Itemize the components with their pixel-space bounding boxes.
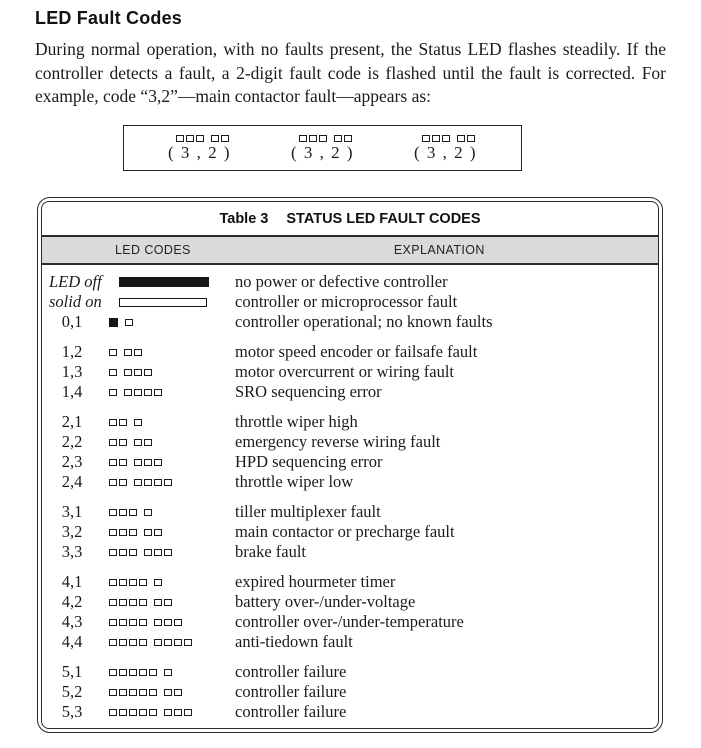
led-flash-square-icon: [442, 135, 450, 142]
led-flash-group: [109, 709, 159, 716]
led-flash-square-icon: [109, 689, 117, 696]
led-flash-group: [109, 619, 149, 626]
led-flash-square-icon: [129, 639, 137, 646]
led-pattern: [102, 318, 235, 327]
fault-explanation: motor overcurrent or wiring fault: [235, 362, 455, 381]
led-flash-group: [109, 599, 149, 606]
flash-example-group: [291, 135, 354, 163]
led-pattern: [102, 619, 235, 626]
led-flash-square-icon: [144, 369, 152, 376]
led-flash-square-icon: [124, 369, 132, 376]
led-pattern: [102, 459, 235, 466]
led-flash-square-icon: [119, 479, 127, 486]
fault-group: [42, 662, 658, 722]
led-flash-group: [154, 639, 194, 646]
led-flash-square-icon: [309, 135, 317, 142]
led-flash-square-icon: [154, 639, 162, 646]
fault-codes-table-inner: [41, 201, 659, 729]
led-flash-group: [164, 689, 184, 696]
led-flash-square-icon: [119, 579, 127, 586]
fault-explanation: anti-tiedown fault: [235, 632, 353, 651]
fault-code: 5,1: [61, 662, 83, 681]
led-flash-square-icon: [221, 135, 229, 142]
led-flash-group: [109, 669, 159, 676]
led-flash-group: [109, 419, 129, 426]
fault-explanation: battery over-/under-voltage: [235, 592, 416, 611]
fault-code: 5,3: [61, 702, 83, 721]
led-pattern: [102, 349, 235, 356]
led-flash-square-icon: [134, 369, 142, 376]
led-flash-group: [109, 479, 129, 486]
led-flash-square-icon: [139, 599, 147, 606]
led-flash-group: [109, 369, 119, 376]
led-flash-square-icon: [139, 709, 147, 716]
led-flash-group: [109, 549, 139, 556]
table-row: [42, 452, 658, 472]
led-flash-group: [334, 135, 354, 142]
led-flash-square-icon: [134, 419, 142, 426]
led-flash-group: [109, 639, 149, 646]
flash-example-box: [123, 125, 522, 171]
fault-code: 4,3: [61, 612, 83, 631]
led-flash-square-icon: [211, 135, 219, 142]
led-pattern: [102, 549, 235, 556]
table-row: [42, 612, 658, 632]
led-pattern: [102, 639, 235, 646]
led-flash-square-icon: [134, 479, 142, 486]
led-flash-square-icon: [154, 459, 162, 466]
led-flash-group: [109, 529, 139, 536]
fault-code: 3,2: [61, 522, 83, 541]
led-pattern: [102, 298, 235, 307]
led-flash-square-icon: [174, 639, 182, 646]
led-flash-square-icon: [109, 709, 117, 716]
led-flash-square-icon: [109, 619, 117, 626]
led-flash-group: [457, 135, 477, 142]
table-row: [42, 522, 658, 542]
led-flash-square-icon: [144, 439, 152, 446]
table-column-header: [42, 235, 658, 265]
led-flash-square-icon: [299, 135, 307, 142]
led-flash-group: [211, 135, 231, 142]
led-flash-group: [134, 459, 164, 466]
led-flash-square-icon: [119, 709, 127, 716]
led-flash-square-icon: [334, 135, 342, 142]
led-flash-group: [154, 579, 164, 586]
led-flash-square-icon: [154, 579, 162, 586]
led-flash-square-icon: [124, 349, 132, 356]
led-flash-square-icon: [119, 619, 127, 626]
table-number: Table 3: [219, 210, 269, 227]
led-pattern: [102, 509, 235, 516]
led-flash-square-icon: [119, 459, 127, 466]
led-flash-group: [134, 479, 174, 486]
fault-code: 5,2: [61, 682, 83, 701]
led-flash-square-icon: [144, 549, 152, 556]
led-flash-group: [164, 669, 174, 676]
led-flash-square-icon: [149, 709, 157, 716]
fault-group: [42, 412, 658, 492]
led-flash-group: [299, 135, 329, 142]
led-flash-square-icon: [109, 479, 117, 486]
table-title-text: STATUS LED FAULT CODES: [286, 210, 481, 227]
led-pattern: [102, 579, 235, 586]
fault-explanation: controller failure: [235, 682, 347, 701]
led-pattern: [102, 439, 235, 446]
table-row: [42, 292, 658, 312]
fault-code: 4,2: [61, 592, 83, 611]
led-flash-group: [124, 349, 144, 356]
led-flash-pattern: [422, 135, 477, 142]
led-flash-square-icon: [164, 709, 172, 716]
led-flash-square-icon: [129, 619, 137, 626]
fault-explanation: emergency reverse wiring fault: [235, 432, 441, 451]
fault-explanation: tiller multiplexer fault: [235, 502, 381, 521]
led-flash-square-icon: [344, 135, 352, 142]
led-flash-square-icon: [144, 459, 152, 466]
flash-code-caption: ( 3 , 2 ): [290, 143, 355, 162]
led-flash-square-icon: [129, 509, 137, 516]
led-flash-group: [154, 619, 184, 626]
led-flash-square-icon: [186, 135, 194, 142]
fault-code: 4,1: [61, 572, 83, 591]
led-flash-group: [109, 459, 129, 466]
led-flash-square-icon: [164, 549, 172, 556]
table-row: [42, 272, 658, 292]
fault-explanation: throttle wiper low: [235, 472, 354, 491]
led-flash-square-icon: [164, 669, 172, 676]
led-flash-square-icon: [176, 135, 184, 142]
led-pattern: [102, 529, 235, 536]
led-flash-group: [124, 389, 164, 396]
led-pattern: [102, 669, 235, 676]
led-flash-square-icon: [129, 529, 137, 536]
flash-code-caption: ( 3 , 2 ): [413, 143, 478, 162]
led-flash-square-icon: [144, 509, 152, 516]
table-row: [42, 312, 658, 332]
led-flash-square-icon: [119, 669, 127, 676]
led-flash-square-icon: [184, 639, 192, 646]
table-row: [42, 592, 658, 612]
led-flash-square-icon: [174, 709, 182, 716]
led-flash-square-icon: [144, 389, 152, 396]
led-flash-square-icon: [109, 389, 117, 396]
led-flash-square-icon: [129, 669, 137, 676]
table-row: [42, 472, 658, 492]
led-flash-pattern: [176, 135, 231, 142]
fault-explanation: controller or microprocessor fault: [235, 292, 458, 311]
led-flash-square-icon: [154, 479, 162, 486]
fault-code: 3,3: [61, 542, 83, 561]
led-flash-group: [176, 135, 206, 142]
table-row: [42, 632, 658, 652]
fault-explanation: HPD sequencing error: [235, 452, 383, 471]
led-flash-square-icon: [457, 135, 465, 142]
table-row: [42, 662, 658, 682]
led-flash-square-icon: [109, 439, 117, 446]
fault-explanation: controller operational; no known faults: [235, 312, 493, 331]
led-flash-square-icon: [119, 529, 127, 536]
led-pattern: [102, 599, 235, 606]
led-flash-square-icon: [422, 135, 430, 142]
led-flash-square-icon: [119, 599, 127, 606]
led-flash-square-icon: [154, 619, 162, 626]
table-row: [42, 432, 658, 452]
table-row: [42, 682, 658, 702]
led-flash-square-icon: [119, 689, 127, 696]
led-flash-group: [125, 319, 135, 326]
flash-example-group: [414, 135, 477, 163]
fault-code: 2,4: [61, 472, 83, 491]
led-flash-group: [109, 689, 159, 696]
led-flash-square-icon: [109, 459, 117, 466]
led-flash-square-icon: [139, 689, 147, 696]
fault-code: 0,1: [61, 312, 83, 331]
led-flash-square-icon: [174, 619, 182, 626]
led-flash-group: [164, 709, 194, 716]
led-flash-square-icon: [109, 669, 117, 676]
led-flash-square-icon: [109, 419, 117, 426]
led-flash-square-icon: [129, 549, 137, 556]
led-pattern: [102, 479, 235, 486]
led-flash-square-icon: [164, 599, 172, 606]
fault-code: 3,1: [61, 502, 83, 521]
table-row: [42, 572, 658, 592]
led-flash-group: [109, 318, 120, 327]
led-flash-square-icon: [149, 689, 157, 696]
led-flash-group: [134, 439, 154, 446]
led-flash-square-icon: [154, 529, 162, 536]
led-flash-square-icon: [109, 509, 117, 516]
flash-example-group: [168, 135, 231, 163]
fault-explanation: throttle wiper high: [235, 412, 358, 431]
table-row: [42, 702, 658, 722]
table-title: [42, 202, 658, 235]
led-flash-square-icon: [139, 639, 147, 646]
led-flash-group: [109, 509, 139, 516]
flash-code-caption: ( 3 , 2 ): [167, 143, 232, 162]
led-pattern: [102, 419, 235, 426]
led-flash-square-icon: [134, 389, 142, 396]
led-flash-square-icon: [134, 439, 142, 446]
led-flash-square-icon: [129, 689, 137, 696]
table-row: [42, 362, 658, 382]
led-flash-square-icon: [119, 419, 127, 426]
led-flash-group: [124, 369, 154, 376]
fault-explanation: controller failure: [235, 702, 347, 721]
led-flash-square-icon: [154, 389, 162, 396]
led-flash-square-icon: [154, 549, 162, 556]
led-flash-square-icon: [124, 389, 132, 396]
led-flash-pattern: [299, 135, 354, 142]
fault-code: 2,3: [61, 452, 83, 471]
led-flash-square-icon: [119, 549, 127, 556]
fault-group: [42, 272, 658, 332]
fault-explanation: motor speed encoder or failsafe fault: [235, 342, 478, 361]
fault-explanation: expired hourmeter timer: [235, 572, 396, 591]
fault-codes-table: [37, 197, 663, 733]
led-flash-square-icon: [129, 599, 137, 606]
led-flash-group: [109, 579, 149, 586]
led-flash-square-icon: [467, 135, 475, 142]
led-flash-square-icon: [432, 135, 440, 142]
column-explanation: EXPLANATION: [393, 243, 485, 257]
led-flash-square-icon: [164, 479, 172, 486]
led-flash-square-icon: [139, 579, 147, 586]
table-row: [42, 542, 658, 562]
intro-paragraph: During normal operation, with no faults present, the Status LED flashes steadily. If the controller detects a fault, a 2-digit fault code is flashed until the fault is corrected. For example, code “3,2”—main contactor fault—appears as:: [35, 39, 666, 106]
led-pattern: [102, 277, 235, 287]
led-flash-square-icon: [144, 479, 152, 486]
led-flash-square-icon: [134, 459, 142, 466]
led-flash-square-icon: [184, 709, 192, 716]
led-flash-square-icon: [139, 669, 147, 676]
led-flash-group: [134, 419, 144, 426]
fault-group: [42, 342, 658, 402]
led-flash-group: [109, 349, 119, 356]
fault-code: 2,2: [61, 432, 83, 451]
led-flash-square-icon: [164, 619, 172, 626]
led-flash-square-icon: [149, 669, 157, 676]
fault-explanation: SRO sequencing error: [235, 382, 382, 401]
led-flash-square-icon: [134, 349, 142, 356]
led-pattern: [102, 369, 235, 376]
fault-explanation: controller failure: [235, 662, 347, 681]
fault-code: 1,2: [61, 342, 83, 361]
led-flash-square-icon: [109, 349, 117, 356]
led-flash-group: [109, 439, 129, 446]
led-flash-square-icon: [196, 135, 204, 142]
led-flash-square-icon: [119, 639, 127, 646]
led-flash-group: [144, 509, 154, 516]
led-pattern: [102, 689, 235, 696]
led-flash-group: [422, 135, 452, 142]
table-row: [42, 342, 658, 362]
fault-explanation: controller over-/under-temperature: [235, 612, 464, 631]
fault-group: [42, 502, 658, 562]
led-flash-group: [109, 389, 119, 396]
led-flash-square-icon: [109, 639, 117, 646]
page-title: LED Fault Codes: [35, 8, 183, 28]
led-pattern: [102, 389, 235, 396]
led-flash-square-icon: [109, 599, 117, 606]
led-off-bar-icon: [119, 277, 209, 287]
led-flash-square-icon: [109, 579, 117, 586]
fault-code: 1,4: [61, 382, 83, 401]
led-flash-square-icon: [164, 639, 172, 646]
table-row: [42, 502, 658, 522]
led-solid-square-icon: [109, 318, 118, 327]
led-flash-square-icon: [119, 509, 127, 516]
led-flash-group: [144, 549, 174, 556]
table-row: [42, 412, 658, 432]
fault-code: 2,1: [61, 412, 83, 431]
led-flash-square-icon: [319, 135, 327, 142]
led-solid-on-bar-icon: [119, 298, 207, 307]
led-flash-square-icon: [109, 369, 117, 376]
fault-code: 1,3: [61, 362, 83, 381]
fault-code: solid on: [49, 292, 102, 311]
led-flash-square-icon: [174, 689, 182, 696]
table-body: [42, 265, 658, 728]
column-led-codes: LED CODES: [114, 243, 191, 257]
led-flash-square-icon: [154, 599, 162, 606]
fault-explanation: brake fault: [235, 542, 307, 561]
led-flash-square-icon: [129, 709, 137, 716]
led-pattern: [102, 709, 235, 716]
fault-explanation: main contactor or precharge fault: [235, 522, 455, 541]
fault-explanation: no power or defective controller: [235, 272, 448, 291]
led-flash-square-icon: [139, 619, 147, 626]
led-flash-square-icon: [164, 689, 172, 696]
led-flash-group: [154, 599, 174, 606]
led-flash-square-icon: [109, 529, 117, 536]
led-flash-square-icon: [129, 579, 137, 586]
fault-code: 4,4: [61, 632, 83, 651]
led-flash-square-icon: [125, 319, 133, 326]
led-flash-square-icon: [144, 529, 152, 536]
fault-code: LED off: [49, 272, 102, 291]
led-flash-square-icon: [109, 549, 117, 556]
led-flash-square-icon: [119, 439, 127, 446]
led-flash-group: [144, 529, 164, 536]
table-row: [42, 382, 658, 402]
fault-group: [42, 572, 658, 652]
